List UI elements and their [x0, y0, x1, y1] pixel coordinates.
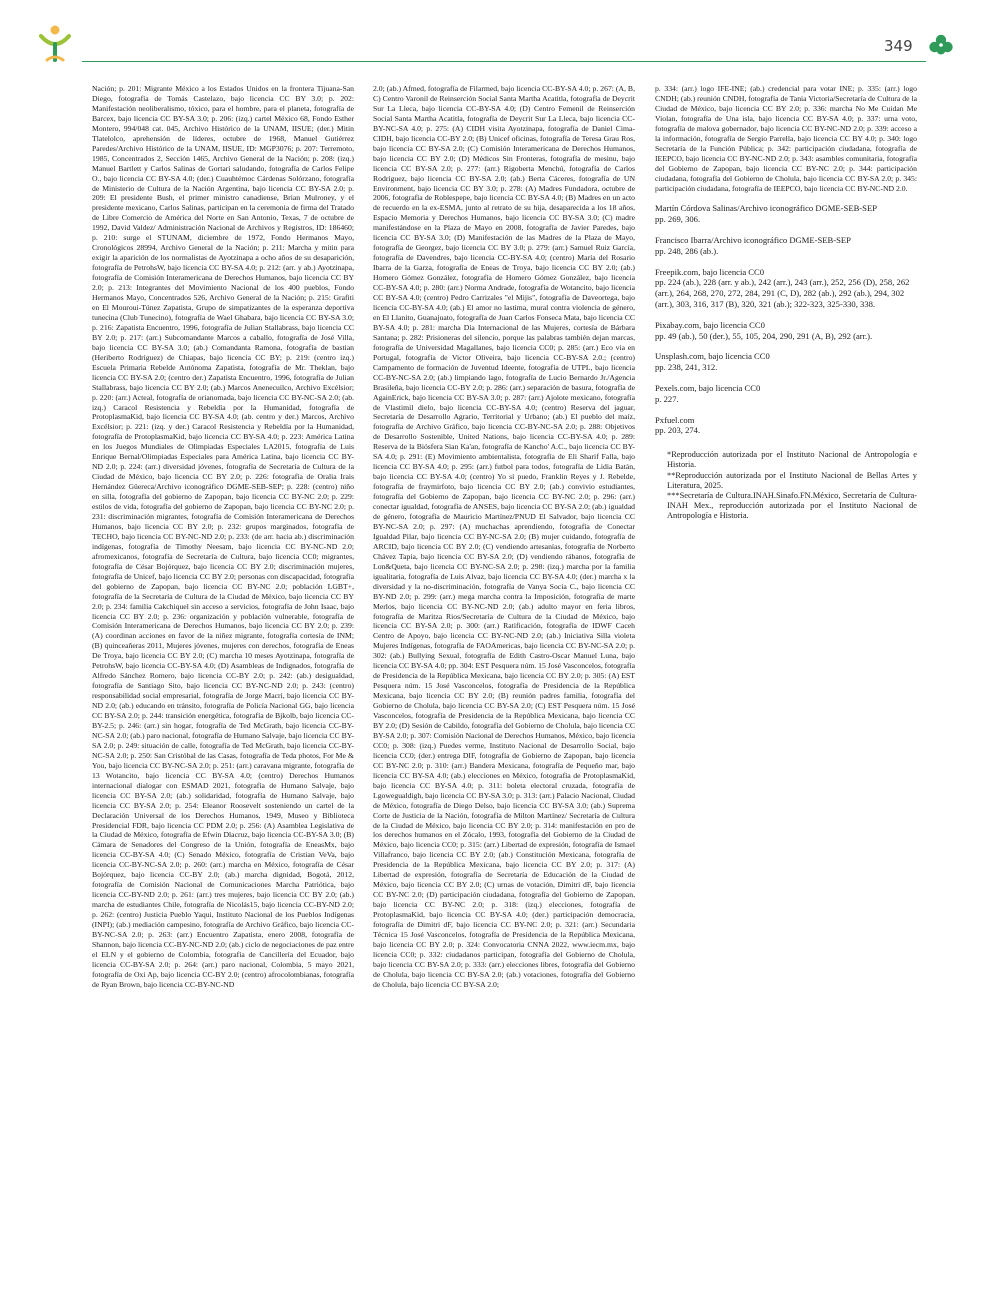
credit-pages: pp. 269, 306. [655, 214, 701, 225]
credits-column-3-text: p. 334: (arr.) logo IFE-INE; (ab.) credencial para votar INE; p. 335: (arr.) logo CNDH; (ab.) reunión CNDH, fotografía de Tania Victoria/Secretaría de Cultura de la Ciudad de México, bajo licencia CC BY 2.0; p. 336: marcha No Me Cuidan Me Violan, fotografía de Una isla, bajo licencia CC BY-SA 4.0; p. 337: urna voto, fotografía de malova gobernador, bajo licencia CC BY-NC-ND 2.0; p. 339: acceso a la información, fotografía de Sergio Parrella, bajo licencia CC BY 4.0; p. 340: logo Secretaría de la Función Pública; p. 342: participación ciudadana, fotografía de IEEPCO, bajo licencia CC BY-NC-ND 2.0; p. 343: asambles comunitaria, fotografía del Gobierno de Zapopan, bajo licencia CC BY-NC 2.0; p. 344: participación ciudadana, fotografía del Gobierno de Cholula, bajo licencia CC BY-SA 2.0; p. 345: participación ciudadana, fotografía de IEEPCO, bajo licencia CC BY-NC-ND 2.0. [655, 84, 917, 193]
credit-pages: pp. 248, 286 (ab.). [655, 245, 719, 256]
page-header [0, 0, 986, 70]
credit-pages: pp. 203, 274. [655, 425, 701, 436]
credit-entry [655, 351, 917, 373]
credits-column-3 [655, 84, 917, 1234]
credits-column-1: Nación; p. 201: Migrante México a los Estados Unidos en la frontera Tijuana-San Diego, fotografía de Tomás Castelazo, bajo licencia CC BY 3.0; p. 202: Manifestación neoliberalismo, tóxico, para el hombre, para el planeta, fotografía de Barcex, bajo licencia CC BY-SA 3.0; p. 206: (izq.) cartel México 68, Fondo Esther Montero, 994/048 cat. 045, Archivo Histórico de la UNAM, IISUE; (der.) Mitin Tlatelolco, aprehensión de líderes, octubre de 1968, Manuel Gutiérrez Paredes/Archivo Histórico de la UNAM, IISUE, ID: MGP3076; p. 207: Terremoto, 1985, Concentrados 2, Sección 1465, Archivo General de la Nación; p. 208: (izq.) Manuel Bartlett y Carlos Salinas de Gortari saludando, fotografía de Carlos Felipe O., bajo licencia CC BY-SA 4.0; (der.) Cuauhtémoc Cárdenas Solórzano, fotografía de Ministerio de Cultura de la Nación Argentina, bajo licencia CC BY-SA 2.0; p. 209: El presidente Bush, el primer ministro canadiense, Brian Mulroney, y el presidente mexicano, Carlos Salinas, participan en la ceremonia de firma del Tratado de Libre Comercio de América del Norte en San Antonio, Texas, 7 de octubre de 1992, David Valdez/ Administración Nacional de Archivos y Registros, ID: 186460; p. 210: surge el STUNAM, diciembre de 1972, Fondo Hermanos Mayo, Cronológicos 28994, Archivo General de la Nación; p. 211: Marcha y mitin para exigir la aparición de los normalistas de Ayotzinapa a ocho años de su desaparición, fotografía de PetrohsW, bajo licencia CC BY-SA 4.0; p. 212: (arr. y ab.) Ayotzinapa, fotografía de Comisión Interamericana de Derechos Humanos, bajo licencia CC BY 2.0; p. 213: Integrantes del Movimiento Nacional de los 400 pueblos, Fondo Hermanos Mayo, Concentrados 526, Archivo General de la Nación; p. 215: Grafiti en El Mouroui-Túnez Zapatista, Grupo de simpatizantes de la esperanza deportiva tunecina (Club Tunecino), fotografía de Wael Ghabara, bajo licencia CC BY-SA 3.0; p. 216: Zapatista Encuentro, 1996, fotografía de Julian Stallabrass, bajo licencia CC BY 2.0; p. 217: (arr.) Subcomandante Marcos a caballo, fotografía de José Villa, bajo licencia CC BY-SA 3.0; (ab.) Comandanta Ramona, fotografía de bastian (Heriberto Rodríguez) de Chiapas, bajo licencia CC BY; p. 219: (centro izq.) Escuela Primaria Rebelde Autónoma Zapatista, fotografía de Mr. Theklan, bajo licencia CC BY-SA 2.0; (centro der.) Zapatista Encuentro, 1996, fotografía de Julian Stallabrass, bajo licencia CC BY 2.0; (ab.) Marcos Anenecuilco, Archivo Excélsior; p. 220: (arr.) Acteal, fotografía de orianomada, bajo licencia CC BY-NC-SA 2.0; (ab. izq.) Caracol Resistencia y Rebeldía por la Humanidad, fotografía de ProtoplasmaKid, bajo licencia CC BY-SA 4.0; (ab. centro y der.) Marcos, Archivo Excélsior; p. 221: (izq. y der.) Caracol Resistencia y Rebeldía por la Humanidad, fotografía de ProtoplasmaKid, bajo licencia CC BY-SA 4.0; p. 223: América Latina en los Juegos Mundiales de Olimpiadas Especiales LA2015, fotografía de Luis Enrique Bernal/Olimpiadas Especiales para América Latina, bajo licencia CC BY-ND 2.0; p. 224: (arr.) diversidad jóvenes, fotografía de Secretaría de Cultura de la Ciudad de México, bajo licencia CC BY 2.0; p. 226: fotografía de Oralia Irais Hernández Güereca/Archivo iconográfico DGME-SEB-SEP; p. 228: (centro) niño en silla, fotografía del gobierno de Zapopan, bajo licencia CC BY-NC 2.0; p. 229: estilos de vida, fotografía del gobierno de Zapopan, bajo licencia CC BY-NC 2.0; p. 231: discriminación migrantes, fotografía de Comisión Interamericana de Derechos Humanos, bajo licencia CC BY 2.0; p. 232: grupos marginados, fotografía de TECHO, bajo licencia CC BY-NC-ND 2.0; p. 233: (de arr. hacia ab.) discriminación indígenas, fotografía de Timothy Neesam, bajo licencia CC BY-NC-ND 2.0; afromexicanos, fotografía de Secretaría de Cultura, bajo licencia CC0; migrantes, fotografía de César Bojórquez, bajo licencia CC BY 2.0; discriminación mujeres, fotografía de Unicef, bajo licencia CC BY 2.0; personas con discapacidad, fotografía del gobierno de Zapopan, bajo licencia CC BY-NC 2.0; población LGBT+, fotografía de la Secretaría de Cultura de la Ciudad de México, bajo licencia CC BY 2.0; p. 234: familia Cakchiquel sin acceso a servicios, fotografía de John Isaac, bajo licencia CC BY 2.0; p. 236: organización y población vulnerable, fotografía de Comisión Interamericana de Derechos Humanos, bajo licencia CC BY 2.0; p. 239: (A) coordinan acciones en favor de la niñez migrante, fotografía cortesía de INM; (B) quinceañeras 2011, Mujeres jóvenes, mujeres con derechos, fotografía de Eneas De Troya, bajo licencia CC BY 2.0; (C) marcha 10 meses Ayotzinapa, fotografía de PetrohsW, bajo licencia CC-BY-SA 4.0; (D) Asambleas de Indignados, fotografía de Alfredo Sánchez Romero, bajo licencia CC-BY 2.0; p. 242: (ab.) desigualdad, fotografía de Santiago Sito, bajo licencia CC BY-NC-ND 2.0; p. 243: (centro) responsabilidad social empresarial, fotografía de Jorge Macri, bajo licencia CC BY-ND 2.0; (ab.) educando en tránsito, fotografía de Policía Nacional GG, bajo licencia CC BY-SA 2.0; p. 244: transición energética, fotografía de Bjkolb, bajo licencia CC-BY-2.5; p. 246: (arr.) sin hogar, fotografía de Ted McGrath, bajo licencia CC-BY-NC-SA 2.0; (ab.) paro nacional, fotografía de Humano Salvaje, bajo licencia CC BY-SA 2.0; p. 249: situación de calle, fotografía de Ted McGrath, bajo licencia CC-BY-NC-SA 2.0; p. 250: San Cristóbal de las Casas, fotografía de Teda photos, For Me & You, bajo licencia CC BY-NC-SA 2.0; p. 251: (arr.) caravana migrante, fotografía de 13 Wotancito, bajo licencia CC BY-SA 4.0; (centro) Derechos Humanos internacional dialogar con ESMAD 2021, fotografía de Humano Salvaje, bajo licencia CC BY-SA 2.0; (ab.) solidaridad, fotografía de Humano Salvaje, bajo licencia CC BY-SA 2.0; p. 254: Eleanor Roosevelt sosteniendo un cartel de la Declaración Universal de los Derechos Humanos, 1949, Museo y Biblioteca Presidencial FDR, bajo licencia CC PDM 2.0; p. 256: (A) Asamblea Legislativa de la Ciudad de México, fotografía de Efwin Dlacruz, bajo licencia CC-BY-SA 3.0; (B) Cámara de Senadores del Congreso de la Unión, fotografía de EneasMx, bajo licencia CC-BY-SA 4.0; (C) Senado México, fotografía de Cristian VeVa, bajo licencia CC-BY-NC-SA 2.0; p. 260: (arr.) marcha en México, fotografía de César Bojórquez, bajo licencia CC-BY 2.0; (ab.) marcha dignidad, Bogotá, 2012, fotografía de Comisión Nacional de Comunicaciones Marcha Patriótica, bajo licencia CC-BY-ND 2.0; p. 261: (arr.) tres mujeres, bajo licencia CC BY 2.0; (ab.) marcha de estudiantes Chile, fotografía de Nicolás15, bajo licencia CC-BY-ND 2.0; p. 262: (centro) Justicia Pueblo Yaqui, Instituto Nacional de los Pueblos Indígenas (INPI); (ab.) mediación campesino, fotografía de Archivo Gráfico, bajo licencia CC-BY-NC-SA 2.0; p. 263: (arr.) Encuentro Zapatista, enero 2008, fotografía de Shannon, bajo licencia CC-BY-NC-ND 2.0; (ab.) ciclo de negociaciones de paz entre el ELN y el gobierno de Colombia, fotografía de Cancillería del Ecuador, bajo licencia CC-BY-SA 2.0; p. 264: (arr.) paro nacional, Colombia, 5 mayo 2021, fotografía de Oxi Ap, bajo licencia CC-BY 2.0; (centro) afrocolombianas, fotografía de Ryan Brown, bajo licencia CC-BY-NC-ND [92, 84, 354, 989]
credit-source: Unsplash.com, bajo licencia CC0 [655, 351, 770, 362]
credit-entry [655, 203, 917, 225]
note-sinafo: ***Secretaría de Cultura.INAH.Sinafo.FN.México, Secretaría de Cultura-INAH Mex., reproducción autorizada por el Instituto Nacional de Antropología e Historia. [667, 491, 917, 521]
credit-source: Martín Córdova Salinas/Archivo iconográfico DGME-SEB-SEP [655, 203, 877, 214]
credit-source: Pxfuel.com [655, 414, 695, 425]
reproduction-notes [655, 450, 917, 521]
clover-logo-icon [928, 34, 954, 56]
credit-entry [655, 267, 917, 310]
note-inah: *Reproducción autorizada por el Instituto Nacional de Antropología e Historia. [667, 450, 917, 470]
credit-entry [655, 235, 917, 257]
credit-pages: pp. 224 (ab.), 228 (arr. y ab.), 242 (arr.), 243 (arr.), 252, 256 (D), 258, 262 (arr.), 264, 268, 270, 272, 284, 291 (C, D), 282 (ab.), 292 (ab.), 294, 302 (arr.), 303, 316, 317 (B), 320, 321 (ab.); 322-323, 325-330, 338. [655, 277, 910, 310]
credit-source: Pexels.com, bajo licencia CC0 [655, 383, 761, 394]
credit-source: Pixabay.com, bajo licencia CC0 [655, 319, 765, 330]
credit-pages: pp. 49 (ab.), 50 (der.), 55, 105, 204, 290, 291 (A, B), 292 (arr.). [655, 330, 873, 341]
credit-pages: p. 227. [655, 393, 679, 404]
header-rule [82, 61, 926, 62]
page-number: 349 [884, 37, 913, 55]
credit-source: Francisco Ibarra/Archivo iconográfico DGME-SEB-SEP [655, 235, 851, 246]
credit-pages: pp. 238, 241, 312. [655, 362, 718, 373]
credit-entry [655, 320, 917, 342]
credit-source: Freepik.com, bajo licencia CC0 [655, 266, 765, 277]
credit-entry [655, 415, 917, 437]
credits-column-2: 2.0; (ab.) Afmed, fotografía de Filarmed, bajo licencia CC-BY-SA 4.0; p. 267: (A, B, C) Centro Varonil de Reinserción Social Santa Martha Acatitla, fotografía de Deycrit Sur La Lleca, bajo licencia CC-BY-SA 4.0; (D) Centro Femenil de Reinserción Social Santa Martha Acatitla, fotografía de Deycrit Sur La Lleca, bajo licencia CC-BY-NC-SA 4.0; p. 275: (A) CIDH visita Ayotzinapa, fotografía de Daniel Cima-CIDH, bajo licencia CC-BY 2.0; (B) Unicef oficinas, fotografía de Teresa Grau Ros, bajo licencia CC BY-SA 2.0; (C) Comisión Interamericana de Derechos Humanos, bajo licencia CC BY 2.0; (D) Médicos Sin Fronteras, fotografía de mesinu, bajo licencia CC BY-SA 2.0; p. 277: (arr.) Rigoberta Menchú, fotografía de Carlos Rodríguez, bajo licencia CC BY-SA 2.0; (ab.) Berta Cáceres, fotografía de UN Environment, bajo licencia CC BY 3.0; p. 278: (A) Madres Fundadora, octubre de 2006, fotografía de Roblespepe, bajo licencia CC BY-SA 4.0; (B) Madres en un acto de recuerdo en la ex-ESMA, junto al retrato de su hija, desaparecida a los 18 años, Espacio Memoria y Derechos Humanos, bajo licencia CC BY-SA 3.0; (C) madre manifestándose en la Plaza de Mayo en 2008, fotografía de Javier Paredes, bajo licencia CC BY-SA 3.0; (D) Manifestación de las Madres de la Plaza de Mayo, fotografía de Georgez, bajo licencia CC BY 3.0; p. 279: (arr.) Samuel Ruiz García, fotografía de Davendres, bajo licencia CC-BY-SA 4.0; (centro) María del Rosario Ibarra de la Garza, fotografía de Eneas de Troya, bajo licencia CC BY 2.0; (ab.) Homero Gómez González, fotografía de Homero Gómez González, bajo licencia CC-BY-SA 4.0; p. 280: (arr.) Norma Andrade, fotografía de Wotancito, bajo licencia CC BY-SA 4.0; (centro) Pedro Carrizales "el Mijis", fotografía de Daveortega, bajo licencia CC-BY-SA 4.0; (ab.) El amor no lastima, mural contra violencia de género, en El Llanito, Guanajuato, fotografía de Juan Carlos Fonseca Mata, bajo licencia CC BY-SA 4.0; p. 281: marcha Día Internacional de las Mujeres, cortesía de Bárbara Santana; p. 282: Prisioneras del silencio, porque las palabras también dejan marcas, fotografía de Universidad Magallanes, bajo licencia CC0; p. 285: (arr.) Eco via en Portugal, fotografía de Victor Oliveira, bajo licencia CC-BY-SA 2.0.; (centro) Campamento de formación de Juventud Ideente, fotografía de UTPL, bajo licencia CC-BY-NC-SA 2.0; (ab.) limpiando lago, fotografía de Lucio Bernardo Jr./Agencia Brasileña, bajo licencia CC-BY 2.0; p. 286: (arr.) separación de basura, fotografía de AgainErick, bajo licencia CC BY-SA 3.0; p. 287: (arr.) Ajolote mexicano, fotografía de Vlastimil dielo, bajo licencia CC-BY-SA 4.0; (centro) Reserva del jaguar, Secretaría de Desarrollo Agrario, Territorial y Urbano; (ab.) El pueblo del maíz, fotografía de Archivo Gráfico, bajo licencia CC-BY-NC-SA 2.0; p. 288: Objetivos de Desarrollo Sostenible, United Nations, bajo licencia CC-BY-SA 4.0; p. 289: Reserva de la Biósfera Sian Ka'an, fotografía de Kancho' A.C., bajo licencia CC BY-SA 4.0; p. 291: (E) Movimiento ambientalista, fotografía de Eli Sharif Falla, bajo licencia CC BY-SA 4.0; p. 295: (arr.) futbol para todos, fotografía de Lidia Batán, bajo licencia CC BY-SA 4.0; (centro) Yo sí puedo, Franklin Reyes y J. Rebelde, fotografía de fraymirfoto, bajo licencia CC BY 2.0; (ab.) convivio estudiantes, fotografía del Gobierno de Zapopan, bajo licencia CC BY-NC 2.0; p. 296: (arr.) conectar igualdad, fotografía de ANSES, bajo licencia CC BY-SA 2.0; (ab.) igualdad de género, fotografía de Mauricio Martínez/PNUD El Salvador, bajo licencia CC BY-NC-SA 2.0; p. 297: (A) muchachas aprendiendo, fotografía de Conectar Igualdad Pilar, bajo licencia CC BY-NC-SA 2.0; (B) mujer cuidando, fotografía de ARCID, bajo licencia CC BY 2.0; (C) vendiendo artesanías, fotografía de Norberto Chávez Tapia, bajo licencia CC BY-SA 2.0; (D) vendiendo rábanos, fotografía de Lon&Queta, bajo licencia CC BY-NC-SA 2.0; p. 298: (izq.) marcha por la familia igualitaria, fotografía de Luis Alvaz, bajo licencia CC BY-SA 4.0; (der.) marcha x la diversidad y la no-discriminación, fotografía de Vanya Socia C., bajo licencia CC BY-ND 2.0; p. 299: (arr.) mega marcha contra la Imposición, fotografía de marte Merlos, bajo licencia CC BY-NC-ND 2.0; (ab.) adulto mayor en feria libros, fotografía de Maritza Rios/Secretaría de Cultura de la Ciudad de México, bajo licencia CC BY-SA 2.0; p. 300: (arr.) Ratificación, fotografía de IDWF Caceh Centro de Apoyo, bajo licencia CC BY-NC-ND 2.0; (ab.) Iniciativa Silla violeta Mujeres Indígenas, fotografía de FAOAmericas, bajo licencia CC BY-NC-SA 2.0; p. 302: (ab.) Bullying Sexual, fotografía de Edith Castro-Oscar Manuel Luna, bajo licencia CC BY-SA 4.0; pp. 304: EST Pesquera núm. 15 José Vasconcelos, fotografía de Presidencia de la República Mexicana, bajo licencia CC BY 2.0; p. 305: (A) EST Pesquera núm. 15 José Vasconcelos, fotografía de Presidencia de la República Mexicana, bajo licencia CC BY 2.0; (B) reunión padres familia, fotografía del Gobierno de Cholula, bajo licencia CC BY-SA 2.0; (C) EST Pesquera núm. 15 José Vasconcelos, fotografía de Presidencia de la República Mexicana, bajo licencia CC BY 2.0; (D) Sesión de Cabildo, fotografía del Gobierno de Cholula, bajo licencia CC BY-SA 2.0; p. 307: Comisión Nacional de Derechos Humanos, México, bajo licencia CC0; p. 308: (izq.) Puedes verme, Instituto Nacional de Desarrollo Social, bajo licencia CC0; (der.) entrega DIF, fotografía de Gobierno de Zapopan, bajo licencia CC BY-NC 2.0; p. 310: (arr.) Bandera Mexicana, fotografía de Pequeño mar, bajo licencia CC BY-SA 4.0; (ab.) elecciones en México, fotografía de ProtoplasmaKid, bajo licencia CC BY-SA 4.0; p. 311: boleta electoral cruzada, fotografía de Lgowegualdigh, bajo licencia CC BY-SA 3.0; p. 313: (arr.) Palacio Nacional, Ciudad de México, fotografía de Diego Delso, bajo licencia CC BY-SA 3.0; (ab.) Suprema Corte de Justicia de la Nación, fotografía de Milton Martínez/ Secretaría de Cultura de la Ciudad de México, bajo licencia CC BY 2.0; p. 314: manifestación en pro de los derechos humanos en el Zócalo, 1993, fotografía del Gobierno de la Ciudad de México, bajo licencia CC0; p. 315: (arr.) Libertad de expresión, fotografía de Ismael Villafranco, bajo licencia CC BY 2.0; (ab.) Constitución Mexicana, fotografía de Presidencia de la República Mexicana, bajo licencia CC BY 2.0; p. 317: (A) Libertad de expresión, fotografía de Secretaría de Educación de la Ciudad de México, bajo licencia CC BY 2.0; (C) urnas de votación, Dimitri dF, bajo licencia CC BY-NC 2.0; (D) participación ciudadana, fotografía del Gobierno de Zapopan, bajo licencia CC BY-NC 2.0; p. 318: (izq.) elecciones, fotografía de ProtoplasmaKid, bajo licencia CC BY-SA 4.0; (der.) participación democracia, fotografía de Dimitri dF, bajo licencia CC BY-NC 2.0; p. 321: (arr.) Secundaria Técnica 15 José Vasconcelos, fotografía de Presidencia de la República Mexicana, bajo licencia CC BY 2.0; p. 324: Convocatoria CNNA 2022, www.iecm.mx, bajo licencia CC0; p. 332: ciudadanos participan, fotografía del Gobierno de Cholula, bajo licencia CC BY-SA 2.0; p. 333: (arr.) elecciones libres, fotografía del Gobierno de Cholula, bajo licencia CC BY-SA 2.0; (ab.) votaciones, fotografía del Gobierno de Cholula, bajo licencia CC BY-SA 2.0; [373, 84, 635, 989]
publisher-logo-icon [38, 22, 72, 62]
credit-entry [655, 383, 917, 405]
note-inbal: **Reproducción autorizada por el Instituto Nacional de Bellas Artes y Literatura, 2025. [667, 470, 917, 490]
